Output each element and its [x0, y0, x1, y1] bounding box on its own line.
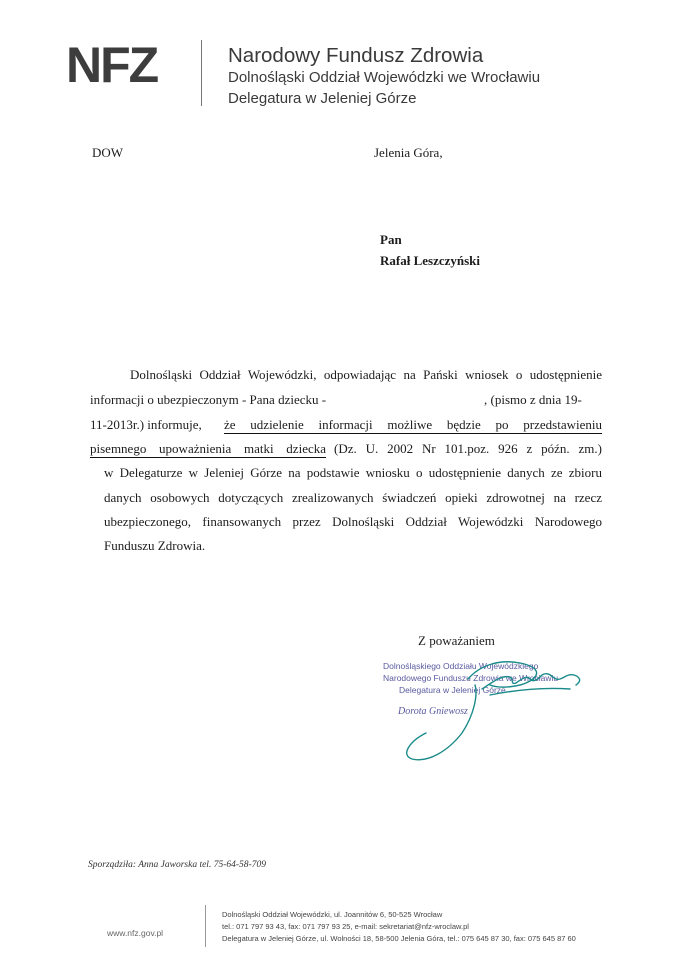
nfz-logo: NFZ [66, 37, 158, 93]
body-line: Dolnośląski Oddział Wojewódzki, odpowiadając na Pański wniosek o udostępnienie [130, 367, 602, 382]
underlined-text: pisemnego upoważnienia matki dziecka [90, 441, 326, 456]
stamp-line: Delegatura w Jeleniej Górze [399, 685, 506, 695]
footer-address: Dolnośląski Oddział Wojewódzki, ul. Joannitów 6, 50-525 Wrocław [222, 910, 443, 919]
reference-number: DOW [92, 145, 124, 160]
salutation: Pan [380, 232, 402, 247]
body-text: informacji o ubezpieczonym - Pana dziecku - [90, 392, 327, 407]
body-text: (Dz. U. 2002 Nr 101.poz. 926 z późn. zm.) [334, 441, 602, 456]
recipient-name: Rafał Leszczyński [380, 253, 481, 268]
body-line: danych osobowych dotyczących zrealizowanych świadczeń opieki zdrowotnej na rzecz [104, 490, 602, 505]
handwritten-signature [370, 645, 590, 770]
body-line: ubezpieczonego, finansowanych przez Dolnośląski Oddział Wojewódzki Narodowego [104, 514, 602, 529]
closing: Z poważaniem [418, 633, 495, 648]
body-line [90, 441, 602, 458]
body-line: Funduszu Zdrowia. [104, 538, 206, 553]
footer-website: www.nfz.gov.pl [107, 928, 164, 938]
prepared-by: Sporządziła: Anna Jaworska tel. 75-64-58-709 [88, 860, 266, 870]
branch-name: Dolnośląski Oddział Wojewódzki we Wrocławiu [228, 69, 541, 86]
place-date: Jelenia Góra, [374, 145, 443, 160]
body-text: , (pismo z dnia 19- [484, 392, 582, 407]
body-text: 11-2013r.) informuje, [90, 417, 202, 432]
body-line [90, 392, 602, 408]
stamp-name: Dorota Gniewosz [398, 706, 468, 717]
stamp-line: Dolnośląskiego Oddziału Wojewódzkiego [383, 661, 539, 671]
body-line [90, 417, 602, 433]
body-line: w Delegaturze w Jeleniej Górze na podstawie wniosku o udostępnienie danych ze zbioru [104, 465, 602, 480]
header-divider [201, 40, 202, 106]
footer-contact: tel.: 071 797 93 43, fax: 071 797 93 25, e-mail: sekretariat@nfz-wroclaw.pl [222, 922, 469, 931]
office-name: Delegatura w Jeleniej Górze [228, 90, 417, 107]
stamp-line: Narodowego Funduszu Zdrowia we Wrocławiu [383, 673, 559, 683]
underlined-text: że udzielenie informacji możliwe będzie po przedstawieniu [224, 417, 602, 432]
footer-divider [205, 905, 206, 947]
footer-delegation: Delegatura w Jeleniej Górze, ul. Wolności 18, 58-500 Jelenia Góra, tel.: 075 645 87 30, fax: 075 645 87 60 [222, 934, 576, 943]
institution-name: Narodowy Fundusz Zdrowia [228, 44, 484, 67]
